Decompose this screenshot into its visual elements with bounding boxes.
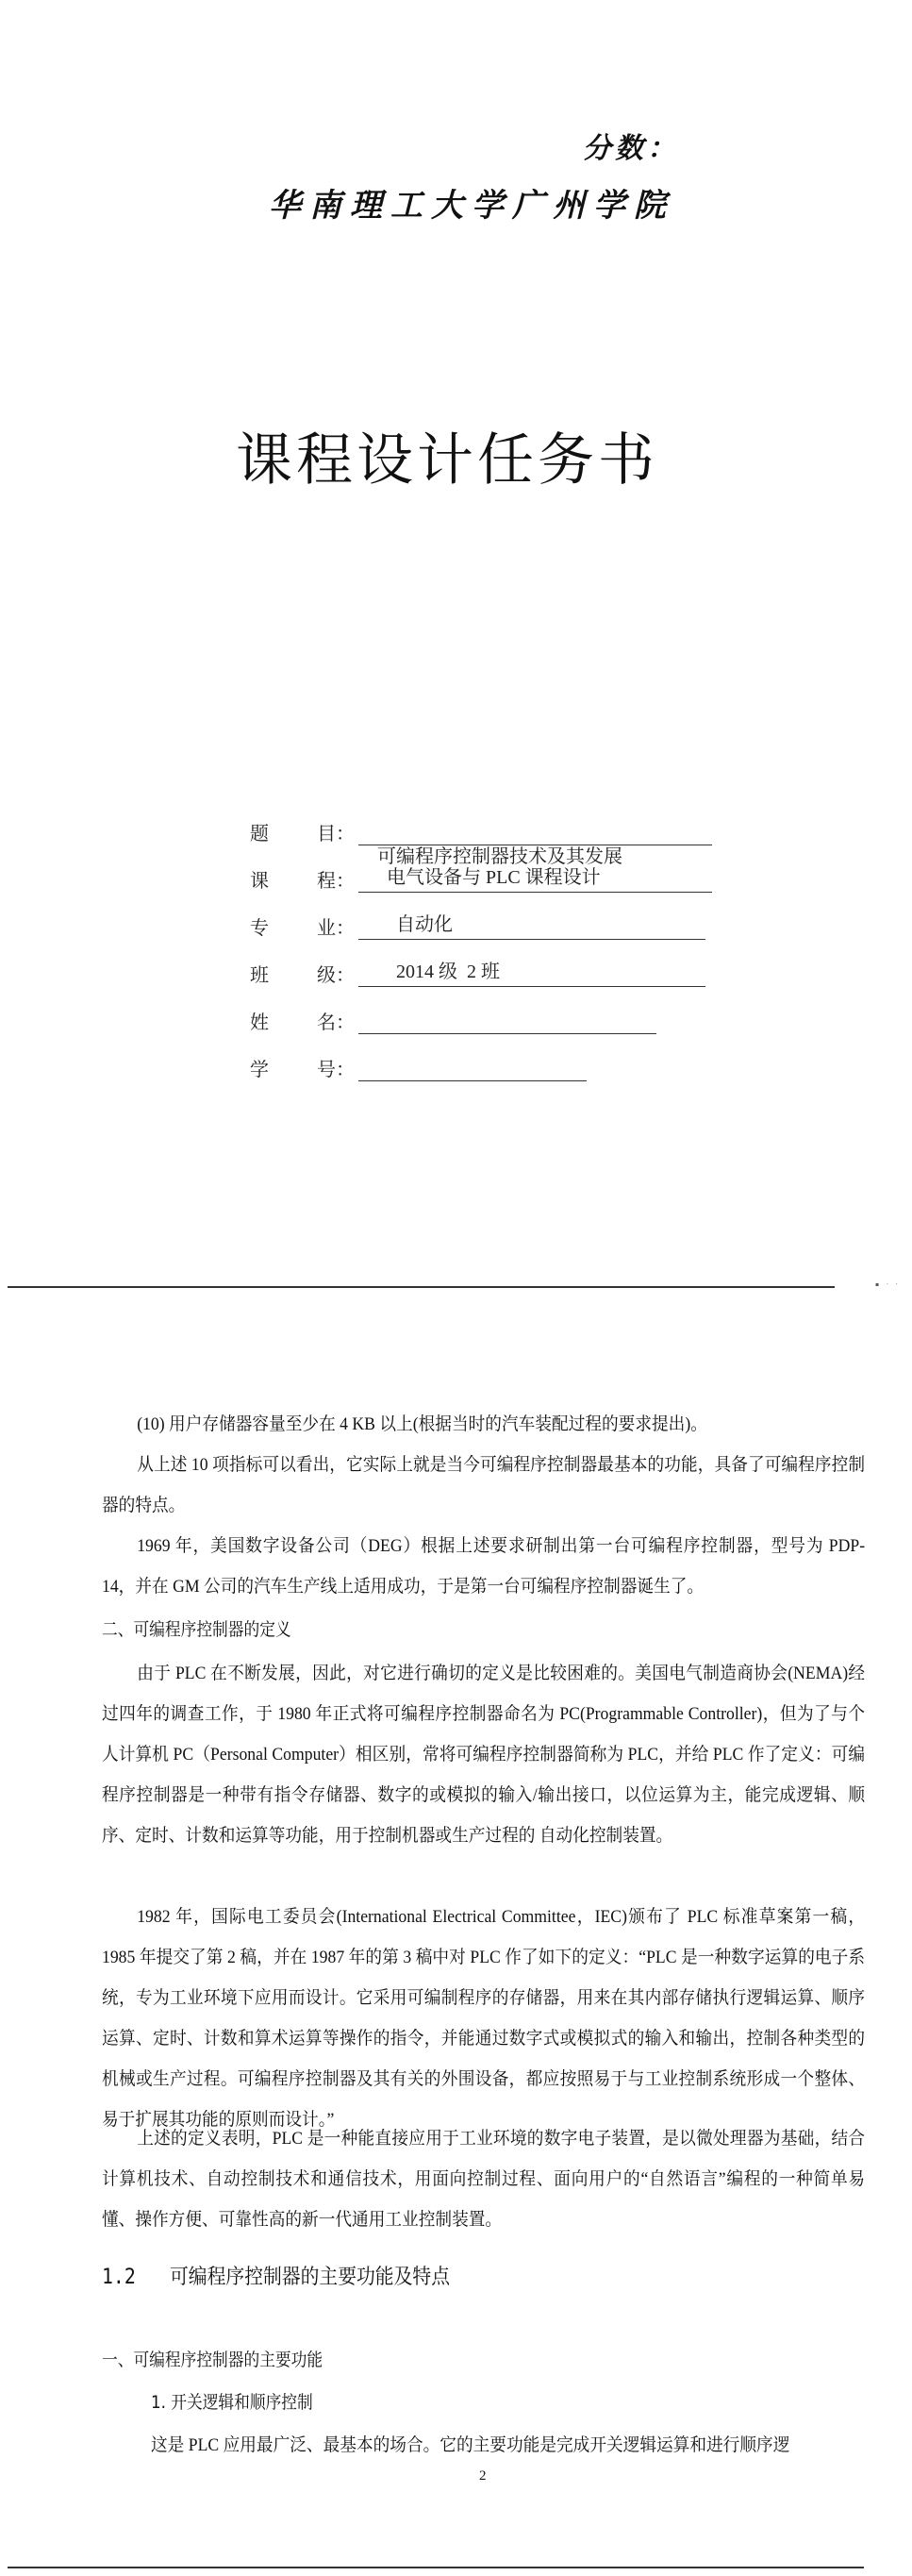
paragraph-conclusion: 上述的定义表明，PLC 是一种能直接应用于工业环境的数字电子装置，是以微处理器为基础，结合计算机技术、自动控制技术和通信技术，用面向控制过程、面向用户的“自然语言”编程的一种简单易懂、操作方便、可靠性高的新一代通用工业控制装置。 <box>102 2129 866 2230</box>
label-char: 专 <box>250 916 269 939</box>
heading-functions: 一、可编程序控制器的主要功能 <box>102 2350 323 2370</box>
form-label <box>250 960 358 987</box>
form-row-course <box>250 861 712 893</box>
topic-field[interactable] <box>358 817 712 867</box>
major-field[interactable] <box>358 912 705 940</box>
form-label <box>250 818 358 845</box>
label-char: 业： <box>317 916 355 939</box>
section-heading <box>102 2261 450 2290</box>
label-char: 号： <box>317 1058 355 1080</box>
class-field[interactable] <box>358 959 705 987</box>
section-number: 1.2 <box>102 2266 136 2289</box>
label-char: 级： <box>317 963 355 986</box>
heading-definition: 二、可编程序控制器的定义 <box>102 1619 291 1640</box>
label-char: 学 <box>250 1058 269 1080</box>
student-id-field[interactable] <box>358 1053 587 1081</box>
section-title: 可编程序控制器的主要功能及特点 <box>170 2266 451 2289</box>
course-value: 电气设备与 PLC 课程设计 <box>387 867 601 888</box>
separator-marks: ▪ · · <box>875 1281 901 1288</box>
class-value: 2014 级 2 班 <box>396 962 500 982</box>
form-label <box>250 1054 358 1081</box>
form-label <box>250 912 358 940</box>
name-field[interactable] <box>358 1006 656 1034</box>
paragraph-1969: 1969 年，美国数字设备公司（DEG）根据上述要求研制出第一台可编程序控制器，型号为 PDP-14，并在 GM 公司的汽车生产线上适用成功，于是第一台可编程序控制器诞生了。 <box>102 1536 866 1597</box>
label-char: 程： <box>317 869 355 892</box>
paragraph-switch-logic: 这是 PLC 应用最广泛、最基本的场合。它的主要功能是完成开关逻辑运算和进行顺序逻 <box>151 2435 790 2455</box>
form-row-topic <box>250 813 712 867</box>
subheading-switch-logic: 1. 开关逻辑和顺序控制 <box>151 2392 313 2413</box>
form-row-major <box>250 908 705 940</box>
course-indent <box>358 867 387 888</box>
page-separator-bottom <box>8 2567 864 2568</box>
label-char: 课 <box>250 869 269 892</box>
school-name: 华南理工大学广州学院 <box>269 187 674 225</box>
class-indent <box>358 962 396 982</box>
list-item-10: (10) 用户存储器容量至少在 4 KB 以上(根据当时的汽车装配过程的要求提出)。 <box>137 1414 707 1434</box>
form-label <box>250 865 358 893</box>
form-row-name <box>250 1002 656 1034</box>
paragraph-summary: 从上述 10 项指标可以看出，它实际上就是当今可编程序控制器最基本的功能，具备了可编程序控制器的特点。 <box>102 1455 866 1515</box>
label-char: 班 <box>250 963 269 986</box>
page-number: 2 <box>479 2468 487 2484</box>
label-char: 姓 <box>250 1011 269 1033</box>
label-char: 名： <box>317 1011 355 1033</box>
form-label <box>250 1007 358 1034</box>
form-row-class <box>250 955 705 987</box>
form-row-student-id <box>250 1049 587 1081</box>
course-field[interactable] <box>358 864 712 893</box>
label-char: 题 <box>250 822 269 845</box>
page-separator <box>8 1286 835 1288</box>
paragraph-1982: 1982 年，国际电工委员会(International Electrical Committee，IEC)颁布了 PLC 标准草案第一稿，1985 年提交了第 2 稿，并在 1987 年的第 3 稿中对 PLC 作了如下的定义：“PLC 是一种数字运算的电子系统，专为工业环境下应用而设计。它采用可编制程序的存储器，用来在其内部存储执行逻辑运算、顺序运算、定时、计数和算术运算等操作的指令，并能通过数字式或模拟式的输入和输出，控制各种类型的机械或生产过程。可编程序控制器及其有关的外围设备，都应按照易于与工业控制系统形成一个整体、易于扩展其功能的原则而设计。” <box>102 1907 866 2130</box>
score-label: 分数： <box>583 132 679 165</box>
major-indent <box>358 914 396 935</box>
label-char: 目： <box>317 822 355 845</box>
paragraph-definition: 由于 PLC 在不断发展，因此，对它进行确切的定义是比较困难的。美国电气制造商协会(NEMA)经过四年的调查工作，于 1980 年正式将可编程序控制器命名为 PC(Programmable Controller)，但为了与个人计算机 PC（Personal Computer）相区别，常将可编程序控制器简称为 PLC，并给 PLC 作了定义：可编程序控制器是一种带有指令存储器、数字的或模拟的输入/输出接口，以位运算为主，能完成逻辑、顺序、定时、计数和运算等功能，用于控制机器或生产过程的 自动化控制装置。 <box>102 1664 866 1846</box>
document-title: 课程设计任务书 <box>236 427 658 493</box>
topic-value: 可编程序控制器技术及其发展 <box>377 846 622 867</box>
major-value: 自动化 <box>396 914 453 935</box>
